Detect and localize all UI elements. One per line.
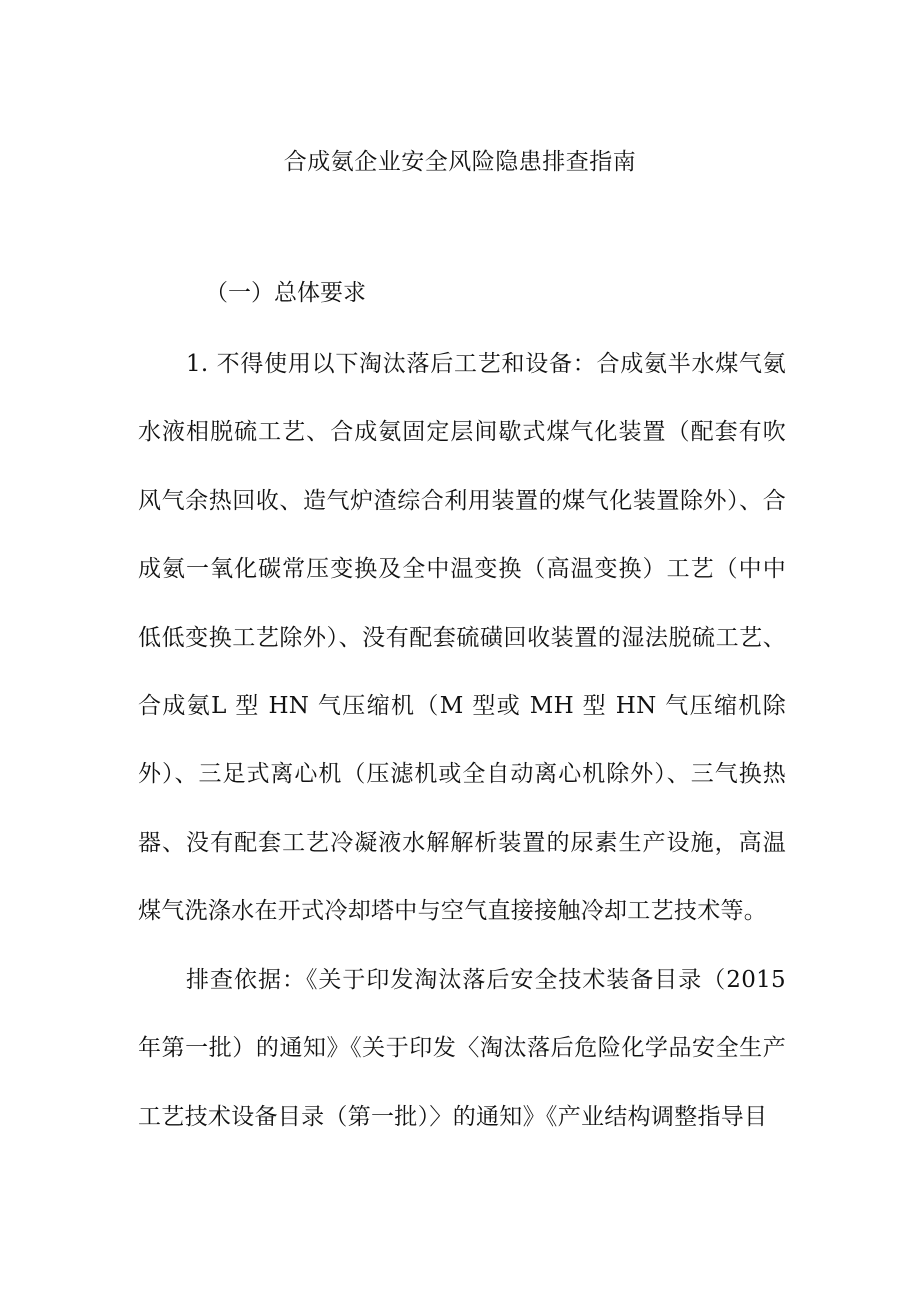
document-title: 合成氨企业安全风险隐患排查指南 xyxy=(283,149,637,175)
paragraph-basis: 排查依据：《关于印发淘汰落后安全技术装备目录（2015 年第一批）的通知》《关于印发〈淘汰落后危险化学品安全生产工艺技术设备目录（第一批）〉的通知》《产业结构调整指导目 xyxy=(138,967,786,1130)
section-heading: （一）总体要求 xyxy=(205,280,366,306)
paragraph-requirement-1: 1. 不得使用以下淘汰落后工艺和设备：合成氨半水煤气氨水液相脱硫工艺、合成氨固定层间歇式煤气化装置（配套有吹风气余热回收、造气炉渣综合利用装置的煤气化装置除外）、合成氨一氧化碳常压变换及全中温变换（高温变换）工艺（中中低低变换工艺除外）、没有配套硫磺回收装置的湿法脱硫工艺、合成氨L 型 HN 气压缩机（M 型或 MH 型 HN 气压缩机除外）、三足式离心机（压滤机或全自动离心机除外）、三气换热器、没有配套工艺冷凝液水解解析装置的尿素生产设施，高温煤气洗涤水在开式冷却塔中与空气直接接触冷却工艺技术等。 xyxy=(138,351,786,925)
